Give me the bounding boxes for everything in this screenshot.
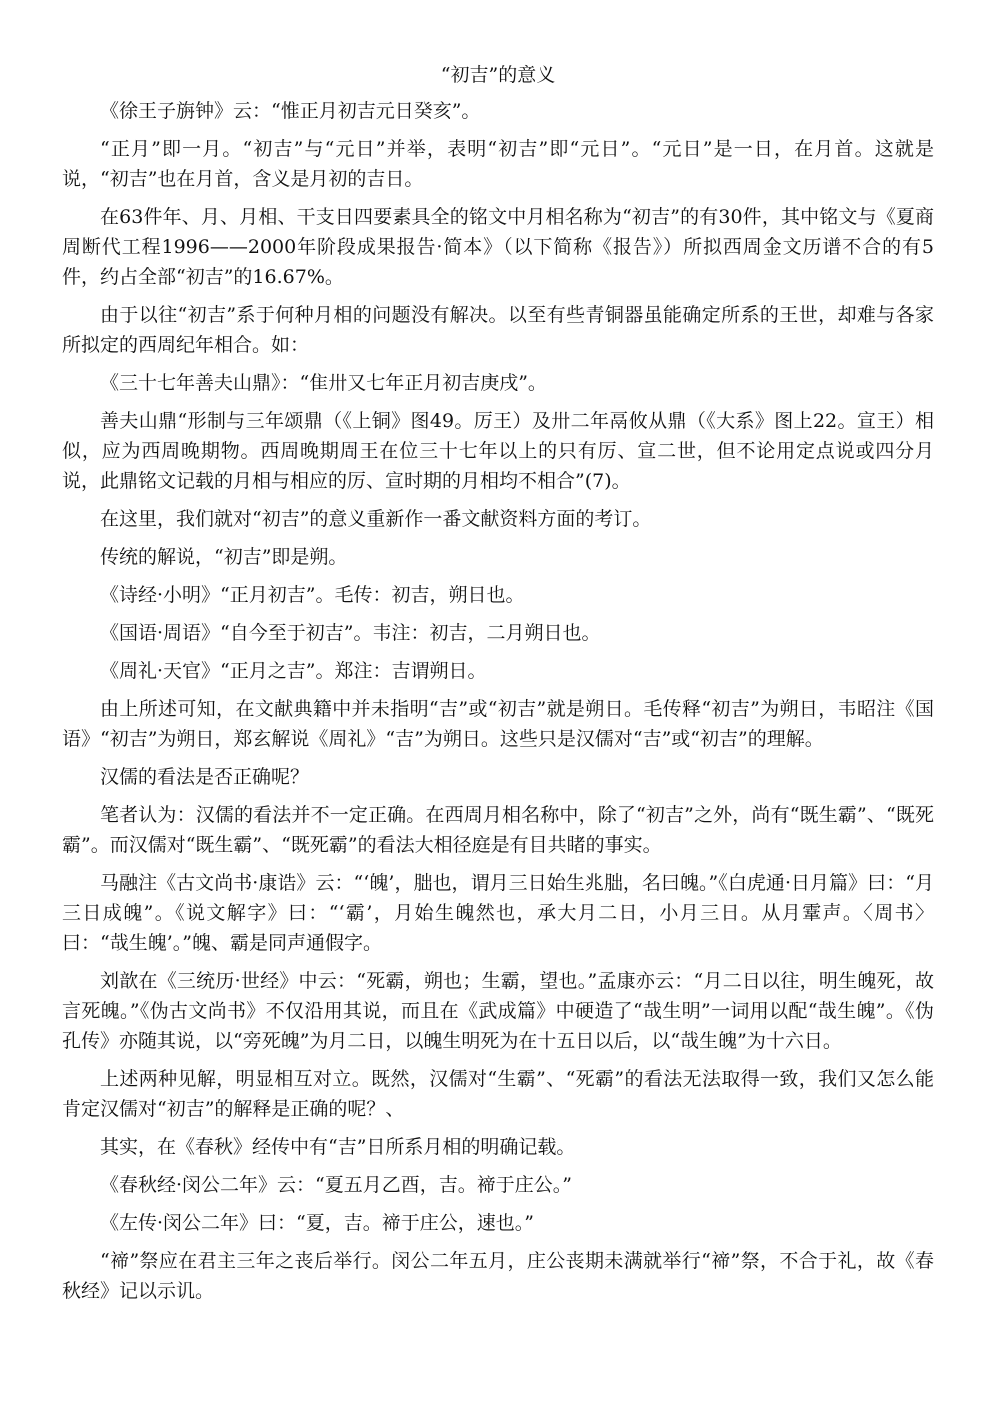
document-page	[62, 62, 934, 1314]
paragraph: 传统的解说，“初吉”即是朔。	[100, 546, 348, 568]
paragraph: 上述两种见解，明显相互对立。既然，汉儒对“生霸”、“死霸”的看法无法取得一致，我们又怎么能肯定汉儒对“初吉”的解释是正确的呢？、	[62, 1068, 934, 1120]
paragraph: 《三十七年善夫山鼎》：“隹卅又七年正月初吉庚戌”。	[100, 372, 547, 394]
paragraph: “正月”即一月。“初吉”与“元日”并举，表明“初吉”即“元日”。“元日”是一日，在月首。这就是说，“初吉”也在月首，含义是月初的吉日。	[62, 138, 934, 190]
paragraph: 在63件年、月、月相、干支日四要素具全的铭文中月相名称为“初吉”的有30件，其中铭文与《夏商周断代工程1996——2000年阶段成果报告·简本》（以下简称《报告》）所拟西周金文历谱不合的有5件，约占全部“初吉”的16.67%。	[62, 206, 934, 288]
paragraph: 马融注《古文尚书·康诰》云：“‘魄’，朏也，谓月三日始生兆朏，名曰魄。”《白虎通·日月篇》曰：“月三日成魄”。《说文解字》曰：“‘霸’，月始生魄然也，承大月二日，小月三日。从月䨣声。〈周书〉曰：“哉生魄’。”魄、霸是同声通假字。	[62, 872, 934, 954]
paragraph: 《左传·闵公二年》曰：“夏，吉。禘于庄公，速也。”	[100, 1212, 534, 1234]
paragraph: 《徐王子旃钟》云：“惟正月初吉元日癸亥”。	[100, 100, 481, 122]
paragraph: 其实，在《春秋》经传中有“吉”日所系月相的明确记载。	[100, 1136, 576, 1158]
paragraph: 刘歆在《三统历·世经》中云：“死霸，朔也；生霸，望也。”孟康亦云：“月二日以往，明生魄死，故言死魄。”《伪古文尚书》不仅沿用其说，而且在《武成篇》中硬造了“哉生明”一词用以配“哉生魄”。《伪孔传》亦随其说，以“旁死魄”为月二日，以魄生明死为在十五日以后，以“哉生魄”为十六日。	[62, 970, 934, 1052]
paragraph: 由于以往“初吉”系于何种月相的问题没有解决。以至有些青铜器虽能确定所系的王世，却难与各家所拟定的西周纪年相合。如：	[62, 304, 934, 356]
paragraph: “禘”祭应在君主三年之丧后举行。闵公二年五月，庄公丧期未满就举行“禘”祭，不合于礼，故《春秋经》记以示讥。	[62, 1250, 934, 1302]
paragraph: 汉儒的看法是否正确呢？	[100, 766, 310, 788]
paragraph: 在这里，我们就对“初吉”的意义重新作一番文献资料方面的考订。	[100, 508, 652, 530]
paragraph: 《春秋经·闵公二年》云：“夏五月乙酉，吉。禘于庄公。”	[100, 1174, 572, 1196]
paragraph: 《周礼·天官》“正月之吉”。郑注：吉谓朔日。	[100, 660, 487, 682]
paragraph: 《国语·周语》“自今至于初吉”。韦注：初吉，二月朔日也。	[100, 622, 601, 644]
paragraph: 善夫山鼎“形制与三年颂鼎（《上铜》图49。厉王）及卅二年鬲攸从鼎（《大系》图上22。宣王）相似，应为西周晚期物。西周晚期周王在位三十七年以上的只有厉、宣二世，但不论用定点说或四分月说，此鼎铭文记载的月相与相应的厉、宣时期的月相均不相合”(7)。	[62, 410, 934, 492]
paragraph: 由上所述可知，在文献典籍中并未指明“吉”或“初吉”就是朔日。毛传释“初吉”为朔日，韦昭注《国语》“初吉”为朔日，郑玄解说《周礼》“吉”为朔日。这些只是汉儒对“吉”或“初吉”的理解。	[62, 698, 934, 750]
document-title: “初吉”的意义	[440, 64, 556, 86]
paragraph: 笔者认为：汉儒的看法并不一定正确。在西周月相名称中，除了“初吉”之外，尚有“既生霸”、“既死霸”。而汉儒对“既生霸”、“既死霸”的看法大相径庭是有目共睹的事实。	[62, 804, 934, 856]
paragraph: 《诗经·小明》“正月初吉”。毛传：初吉，朔日也。	[100, 584, 525, 606]
